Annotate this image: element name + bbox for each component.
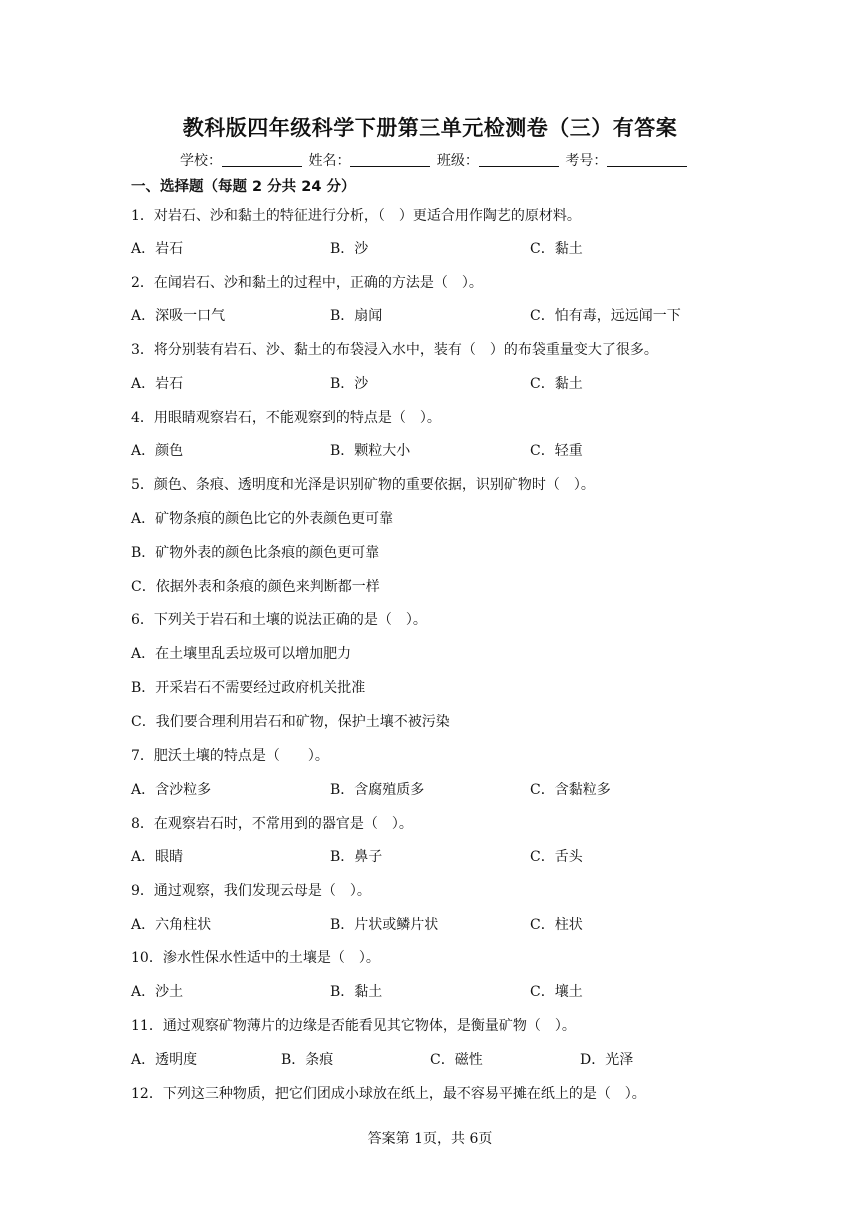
q8-option-b: B．鼻子: [330, 849, 383, 865]
question-2: 2．在闻岩石、沙和黏土的过程中，正确的方法是（ ）。: [131, 275, 483, 291]
exam-number-label: 考号：: [565, 153, 608, 169]
question-1: 1．对岩石、沙和黏土的特征进行分析，（ ）更适合用作陶艺的原材料。: [131, 208, 581, 224]
class-blank: [479, 152, 559, 167]
q6-option-a: A．在土壤里乱丢垃圾可以增加肥力: [131, 646, 352, 662]
name-label: 姓名：: [308, 153, 351, 169]
question-9: 9．通过观察，我们发现云母是（ ）。: [131, 883, 371, 899]
question-7: 7．肥沃土壤的特点是（ ）。: [131, 748, 329, 764]
q8-option-a: A．眼睛: [131, 849, 184, 865]
q4-option-b: B．颗粒大小: [330, 443, 411, 459]
school-label: 学校：: [180, 153, 222, 169]
q10-option-b: B．黏土: [330, 984, 383, 1000]
q10-option-a: A．沙土: [131, 984, 184, 1000]
q4-option-a: A．颜色: [131, 443, 184, 459]
q9-option-b: B．片状或鳞片状: [330, 917, 439, 933]
question-3: 3．将分别装有岩石、沙、黏土的布袋浸入水中，装有（ ）的布袋重量变大了很多。: [131, 342, 658, 358]
q11-option-c: C．磁性: [430, 1052, 483, 1068]
q3-option-a: A．岩石: [131, 376, 184, 392]
name-blank: [350, 152, 430, 167]
q11-option-a: A．透明度: [131, 1052, 198, 1068]
q3-option-b: B．沙: [330, 376, 369, 392]
exam-title: 教科版四年级科学下册第三单元检测卷（三）有答案: [182, 116, 678, 140]
q2-option-b: B．扇闻: [330, 308, 383, 324]
question-8: 8．在观察岩石时，不常用到的器官是（ ）。: [131, 816, 413, 832]
school-blank: [222, 152, 302, 167]
q5-option-a: A．矿物条痕的颜色比它的外表颜色更可靠: [131, 511, 394, 527]
q9-option-a: A．六角柱状: [131, 917, 212, 933]
question-10: 10．渗水性保水性适中的土壤是（ ）。: [131, 950, 380, 966]
question-4: 4．用眼睛观察岩石，不能观察到的特点是（ ）。: [131, 410, 441, 426]
q9-option-c: C．柱状: [530, 917, 583, 933]
section-title: 一、选择题（每题 2 分共 24 分）: [131, 179, 356, 195]
q3-option-c: C．黏土: [530, 376, 583, 392]
question-6: 6．下列关于岩石和土壤的说法正确的是（ ）。: [131, 612, 427, 628]
q2-option-c: C．怕有毒，远远闻一下: [530, 308, 681, 324]
q7-option-c: C．含黏粒多: [530, 782, 611, 798]
q8-option-c: C．舌头: [530, 849, 583, 865]
q2-option-a: A．深吸一口气: [131, 308, 226, 324]
q1-option-a: A．岩石: [131, 241, 184, 257]
q5-option-c: C．依据外表和条痕的颜色来判断都一样: [131, 579, 380, 595]
student-info-line: [180, 150, 689, 170]
q5-option-b: B．矿物外表的颜色比条痕的颜色更可靠: [131, 545, 380, 561]
exam-number-blank: [607, 152, 687, 167]
q11-option-d: D．光泽: [580, 1052, 634, 1068]
class-label: 班级：: [436, 153, 479, 169]
q6-option-c: C．我们要合理利用岩石和矿物，保护土壤不被污染: [131, 714, 450, 730]
q7-option-b: B．含腐殖质多: [330, 782, 425, 798]
question-11: 11．通过观察矿物薄片的边缘是否能看见其它物体，是衡量矿物（ ）。: [131, 1018, 576, 1034]
q11-option-b: B．条痕: [281, 1052, 334, 1068]
q1-option-b: B．沙: [330, 241, 369, 257]
question-12: 12．下列这三种物质，把它们团成小球放在纸上，最不容易平摊在纸上的是（ ）。: [131, 1086, 646, 1102]
q1-option-c: C．黏土: [530, 241, 583, 257]
q10-option-c: C．壤土: [530, 984, 583, 1000]
q6-option-b: B．开采岩石不需要经过政府机关批准: [131, 680, 366, 696]
page-footer: 答案第 1页，共 6页: [367, 1131, 493, 1147]
q4-option-c: C．轻重: [530, 443, 583, 459]
question-5: 5．颜色、条痕、透明度和光泽是识别矿物的重要依据，识别矿物时（ ）。: [131, 477, 595, 493]
q7-option-a: A．含沙粒多: [131, 782, 212, 798]
